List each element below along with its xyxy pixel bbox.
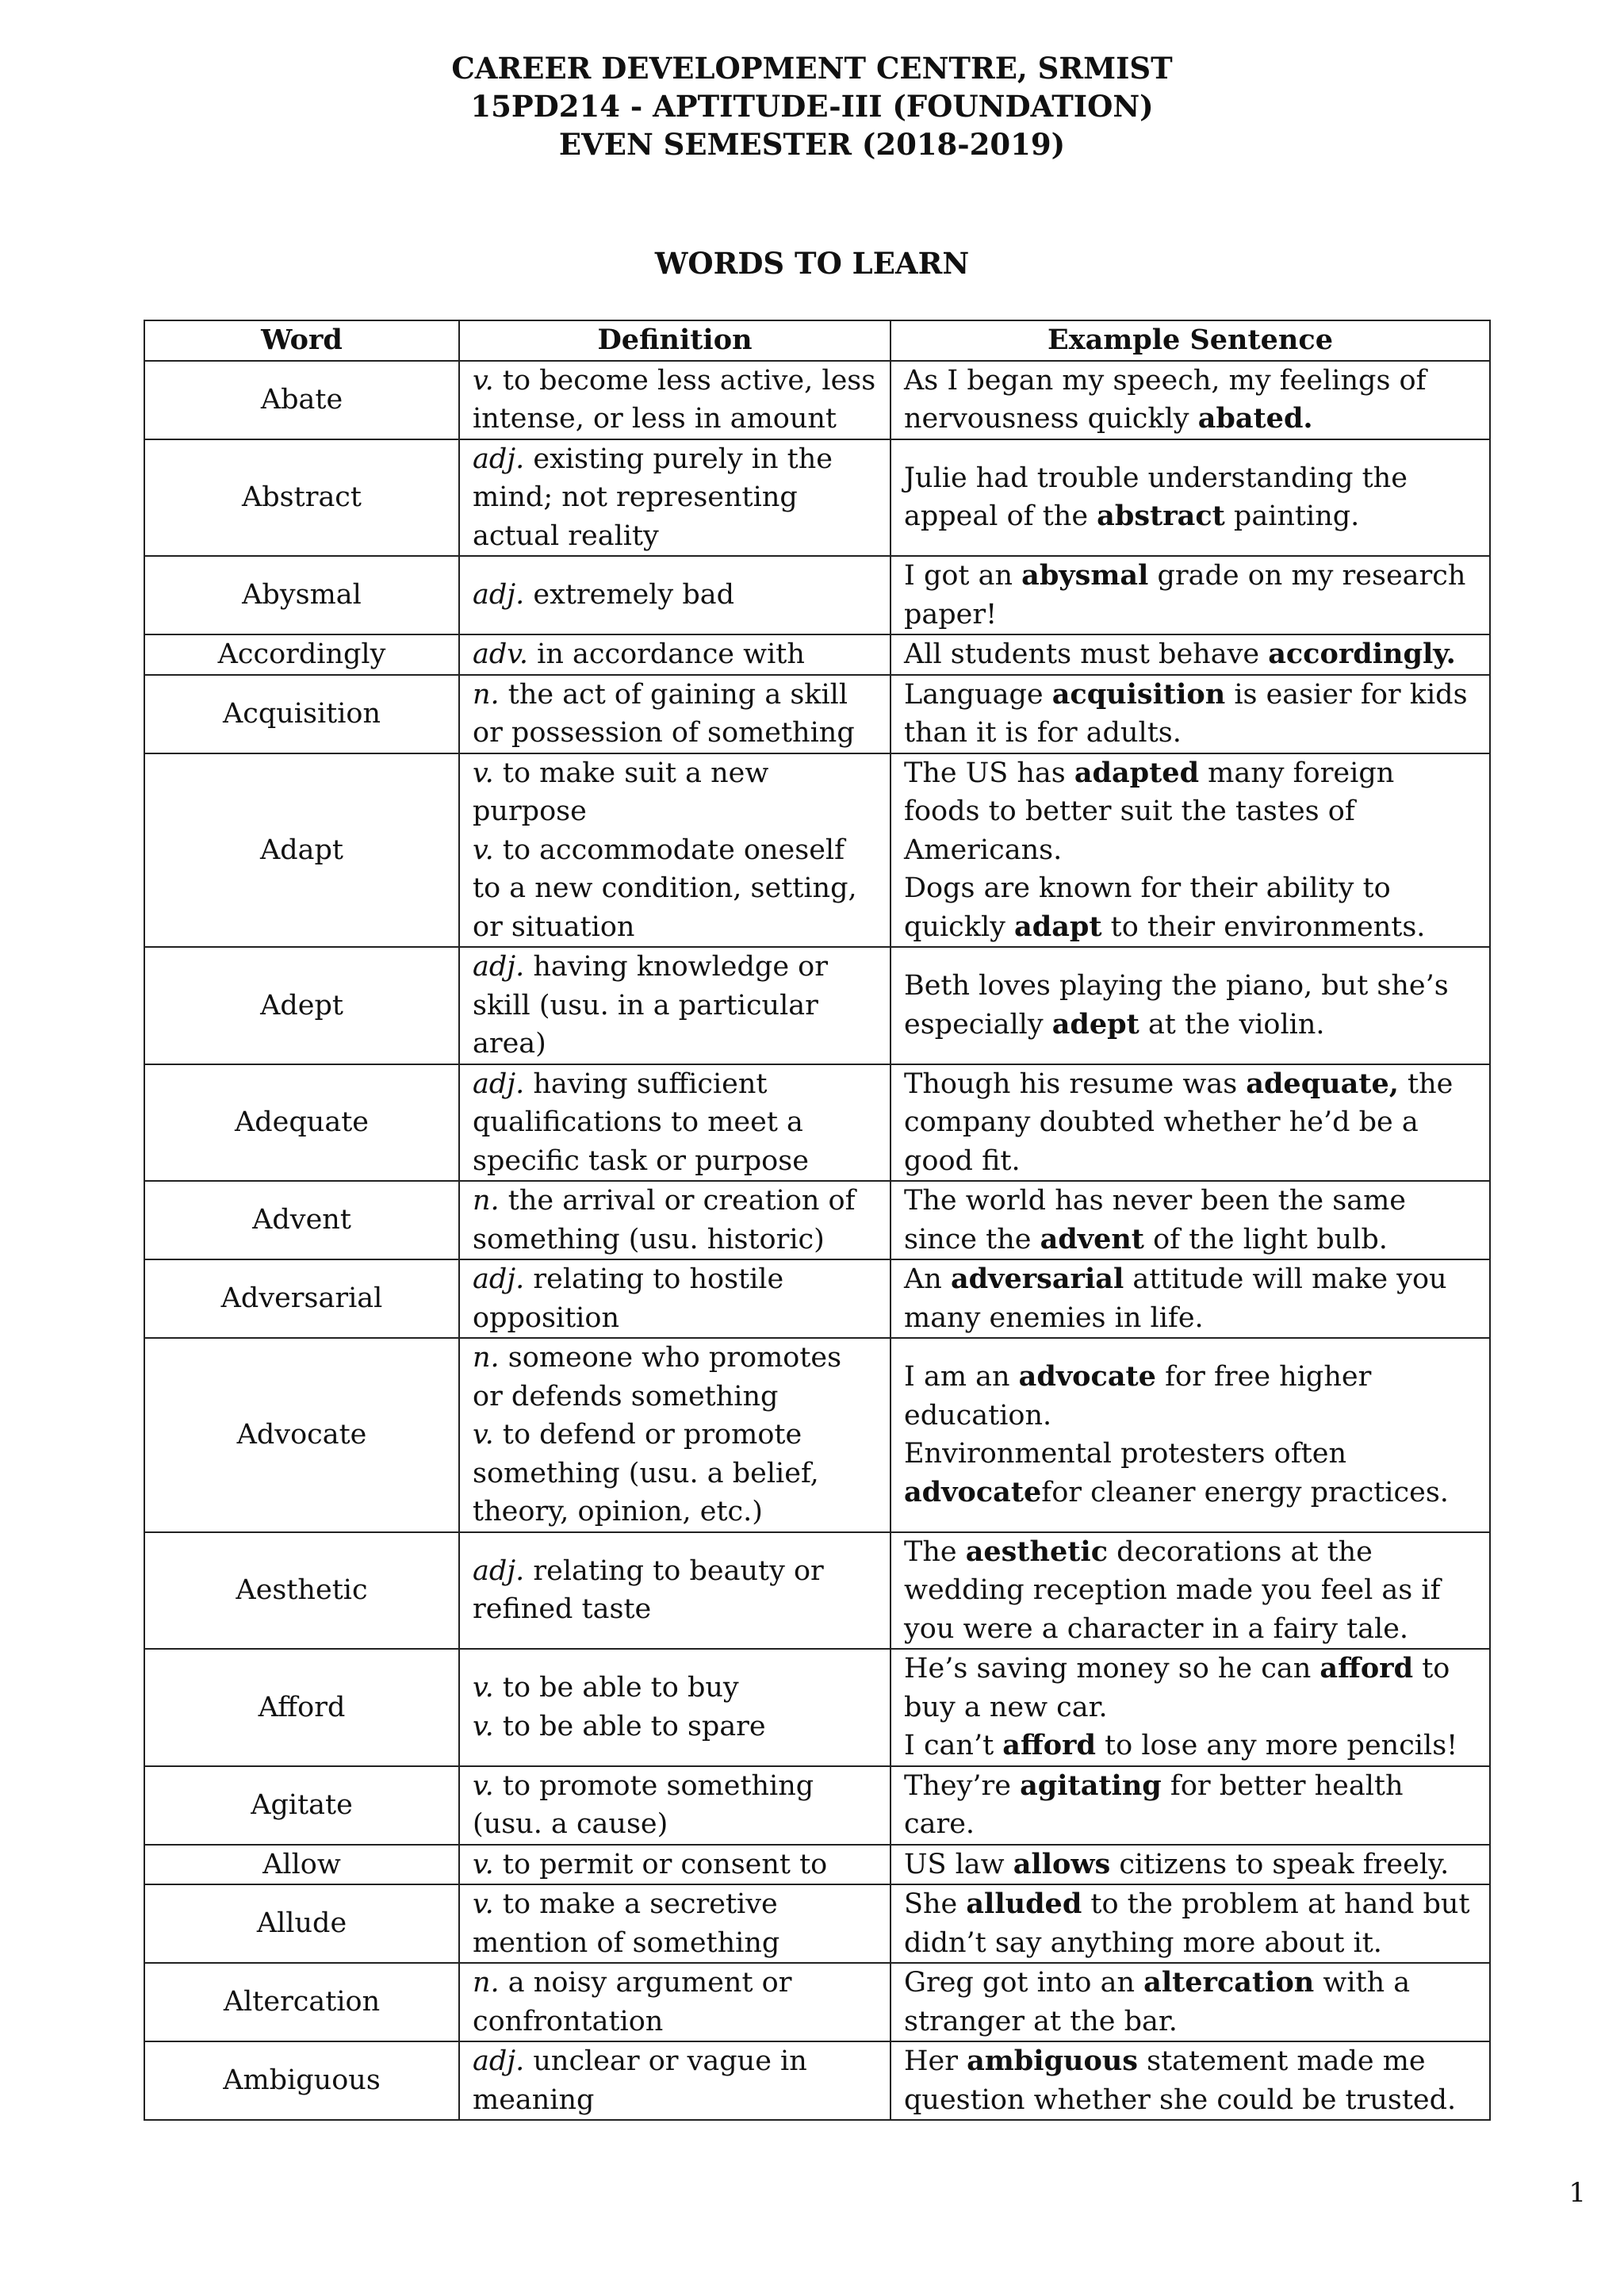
highlighted-word: abysmal (1021, 559, 1149, 592)
definition-text: to make suit a new purpose (473, 757, 769, 827)
definition-line (473, 1767, 877, 1844)
example-text: for free higher education. (904, 1361, 1372, 1432)
definition-text: having sufficient qualifications to meet a specific task or purpose (473, 1068, 809, 1177)
table-row (144, 1338, 1490, 1532)
example-text: of the light bulb. (1143, 1223, 1388, 1255)
definition-text: to be able to spare (493, 1710, 766, 1742)
definition-text: to promote something (usu. a cause) (473, 1769, 814, 1840)
definition-text: the act of gaining a skill or possession of something (473, 678, 855, 749)
table-row (144, 1884, 1490, 1963)
example-text: Julie had trouble understanding the appeal of the (904, 462, 1408, 533)
header-line-semester: EVEN SEMESTER (2018-2019) (558, 127, 1066, 162)
example-text: at the violin. (1139, 1008, 1325, 1041)
example-text: Though his resume was (904, 1068, 1247, 1100)
example-text: Her (904, 2045, 967, 2077)
example-text: citizens to speak freely. (1110, 1848, 1450, 1880)
table-row (144, 1845, 1490, 1885)
example-cell (891, 1181, 1490, 1259)
example-cell (891, 1766, 1490, 1845)
word-cell: Abysmal (144, 556, 459, 634)
highlighted-word: ambiguous (967, 2045, 1138, 2077)
example-cell (891, 439, 1490, 557)
example-text: for better health care. (904, 1769, 1404, 1840)
definition-text: existing purely in the mind; not representing actual reality (473, 443, 833, 552)
example-cell (891, 1845, 1490, 1885)
table-row (144, 439, 1490, 557)
example-sentence (904, 1533, 1477, 1649)
definition-cell (459, 1845, 891, 1885)
definition-line (473, 1416, 877, 1531)
example-sentence (904, 1358, 1477, 1435)
highlighted-word: agitating (1020, 1769, 1162, 1802)
definition-cell (459, 675, 891, 753)
example-cell (891, 2041, 1490, 2120)
example-text: The world has never been the same since the (904, 1185, 1406, 1255)
table-row (144, 753, 1490, 948)
example-sentence (904, 869, 1477, 946)
definition-line (473, 1669, 877, 1708)
example-cell (891, 753, 1490, 948)
column-header-word: Word (144, 320, 459, 361)
definition-line (473, 1964, 877, 2041)
word-cell: Abate (144, 361, 459, 439)
example-sentence (904, 967, 1477, 1044)
definition-line (473, 1182, 877, 1259)
highlighted-word: advocate (904, 1475, 1042, 1508)
example-text: grade on my research paper! (904, 560, 1466, 631)
definition-text: the arrival or creation of something (usu. historic) (473, 1185, 856, 1255)
definition-line (473, 440, 877, 556)
part-of-speech: adj. (473, 2045, 525, 2077)
column-header-definition: Definition (459, 320, 891, 361)
definition-text: to defend or promote something (usu. a belief, theory, opinion, etc.) (473, 1419, 819, 1527)
example-text: decorations at the wedding reception made you feel as if you were a character in a fairy tale. (904, 1535, 1441, 1645)
example-sentence (904, 459, 1477, 536)
definition-text: to be able to buy (493, 1672, 739, 1704)
definition-cell (459, 439, 891, 557)
table-row (144, 634, 1490, 675)
definition-cell (459, 947, 891, 1064)
example-text: with a stranger at the bar. (904, 1967, 1411, 2037)
part-of-speech: v. (473, 1848, 494, 1880)
table-row (144, 361, 1490, 439)
example-text: The US has (904, 757, 1074, 789)
highlighted-word: adequate, (1246, 1067, 1399, 1100)
definition-line (473, 1708, 877, 1746)
definition-text: unclear or vague in meaning (473, 2045, 807, 2116)
definition-cell (459, 1181, 891, 1259)
part-of-speech: v. (473, 364, 494, 397)
definition-cell (459, 1649, 891, 1766)
table-row (144, 1963, 1490, 2041)
word-cell: Advent (144, 1181, 459, 1259)
word-cell: Adequate (144, 1064, 459, 1182)
example-cell (891, 1532, 1490, 1650)
definition-cell (459, 1338, 891, 1532)
table-row (144, 675, 1490, 753)
example-cell (891, 1963, 1490, 2041)
definition-text: someone who promotes or defends something (473, 1342, 842, 1412)
example-sentence (904, 1435, 1477, 1512)
highlighted-word: altercation (1143, 1966, 1315, 1999)
definition-cell (459, 1884, 891, 1963)
column-header-example: Example Sentence (891, 320, 1490, 361)
part-of-speech: adj. (473, 1068, 525, 1100)
highlighted-word: adapt (1014, 910, 1102, 943)
definition-text: to make a secretive mention of something (473, 1888, 780, 1959)
definition-text: to permit or consent to (493, 1848, 828, 1880)
example-sentence (904, 635, 1477, 674)
definition-text: extremely bad (524, 579, 735, 611)
highlighted-word: advocate (1018, 1360, 1156, 1393)
part-of-speech: v. (473, 1419, 494, 1451)
example-sentence (904, 1182, 1477, 1259)
definition-text: relating to hostile opposition (473, 1263, 784, 1334)
example-cell (891, 1884, 1490, 1963)
definition-text: in accordance with (528, 638, 805, 670)
definition-text: having knowledge or skill (usu. in a particular area) (473, 951, 828, 1060)
definition-line (473, 676, 877, 753)
example-cell (891, 1064, 1490, 1182)
word-cell: Advocate (144, 1338, 459, 1532)
part-of-speech: adj. (473, 579, 525, 611)
definition-cell (459, 634, 891, 675)
definition-cell (459, 1766, 891, 1845)
word-cell: Aesthetic (144, 1532, 459, 1650)
part-of-speech: n. (473, 678, 500, 711)
part-of-speech: v. (473, 757, 494, 789)
example-cell (891, 556, 1490, 634)
example-text: I can’t (904, 1730, 1003, 1761)
table-header-row (144, 320, 1490, 361)
section-title: WORDS TO LEARN (654, 246, 970, 281)
example-sentence (904, 1727, 1477, 1765)
document-header (0, 49, 1624, 163)
example-sentence (904, 1767, 1477, 1844)
header-line-course: 15PD214 - APTITUDE-III (FOUNDATION) (470, 89, 1154, 124)
highlighted-word: afford (1320, 1652, 1414, 1685)
table-row (144, 947, 1490, 1064)
definition-text: relating to beauty or refined taste (473, 1554, 824, 1626)
example-sentence (904, 2042, 1477, 2119)
table-row (144, 2041, 1490, 2120)
definition-line (473, 831, 877, 947)
word-cell: Adversarial (144, 1259, 459, 1338)
example-text: All students must behave (904, 638, 1269, 670)
example-text: many foreign foods to better suit the tastes of Americans. (904, 757, 1395, 866)
example-sentence (904, 754, 1477, 870)
example-text: US law (904, 1848, 1013, 1880)
part-of-speech: adj. (473, 951, 525, 983)
word-cell: Agitate (144, 1766, 459, 1845)
definition-text: to accommodate oneself to a new condition, setting, or situation (473, 834, 857, 943)
example-cell (891, 1649, 1490, 1766)
example-text: attitude will make you many enemies in life. (904, 1263, 1447, 1334)
example-cell (891, 1338, 1490, 1532)
vocabulary-table (144, 320, 1491, 2121)
table-row (144, 1766, 1490, 1845)
definition-line (473, 576, 877, 615)
highlighted-word: acquisition (1051, 677, 1226, 711)
example-text: She (904, 1888, 967, 1920)
definition-line (473, 948, 877, 1064)
example-sentence (904, 676, 1477, 753)
part-of-speech: v. (473, 1710, 494, 1742)
table-row (144, 1259, 1490, 1338)
example-text: They’re (904, 1769, 1021, 1802)
highlighted-word: adept (1051, 1007, 1139, 1041)
part-of-speech: adv. (473, 638, 529, 670)
example-text: As I began my speech, my feelings of nervousness quickly (904, 364, 1427, 435)
part-of-speech: adj. (473, 1554, 525, 1587)
word-cell: Acquisition (144, 675, 459, 753)
definition-text: a noisy argument or confrontation (473, 1967, 792, 2037)
highlighted-word: aesthetic (965, 1535, 1109, 1568)
highlighted-word: alluded (966, 1888, 1082, 1920)
definition-cell (459, 1532, 891, 1650)
part-of-speech: v. (473, 1672, 494, 1704)
part-of-speech: adj. (473, 1263, 525, 1295)
example-sentence (904, 1065, 1477, 1181)
definition-line (473, 1885, 877, 1962)
table-row (144, 1181, 1490, 1259)
example-sentence (904, 1846, 1477, 1884)
definition-cell (459, 1064, 891, 1182)
example-text: to buy a new car. (904, 1653, 1450, 1723)
example-sentence (904, 1650, 1477, 1727)
example-text: for cleaner energy practices. (1041, 1476, 1449, 1508)
word-cell: Allude (144, 1884, 459, 1963)
word-cell: Adapt (144, 753, 459, 948)
example-text: to their environments. (1101, 910, 1426, 943)
word-cell: Altercation (144, 1963, 459, 2041)
example-text: is easier for kids than it is for adults. (904, 678, 1468, 749)
part-of-speech: n. (473, 1967, 500, 1999)
example-text: to the problem at hand but didn’t say anything more about it. (904, 1888, 1470, 1959)
example-text: statement made me question whether she could be trusted. (904, 2045, 1457, 2116)
definition-cell (459, 753, 891, 948)
example-text: the company doubted whether he’d be a good fit. (904, 1068, 1454, 1177)
definition-cell (459, 361, 891, 439)
definition-line (473, 635, 877, 674)
part-of-speech: n. (473, 1185, 500, 1217)
table-row (144, 1649, 1490, 1766)
example-text: Beth loves playing the piano, but she’s especially (904, 970, 1449, 1041)
example-text: The (904, 1535, 966, 1568)
example-text: He’s saving money so he can (904, 1653, 1320, 1685)
example-text: painting. (1224, 500, 1360, 533)
example-cell (891, 361, 1490, 439)
example-cell (891, 947, 1490, 1064)
example-cell (891, 675, 1490, 753)
header-line-institution: CAREER DEVELOPMENT CENTRE, SRMIST (451, 51, 1173, 86)
example-cell (891, 1259, 1490, 1338)
word-cell: Ambiguous (144, 2041, 459, 2120)
example-text: to lose any more pencils! (1095, 1730, 1458, 1761)
word-cell: Afford (144, 1649, 459, 1766)
highlighted-word: advent (1040, 1222, 1144, 1255)
example-text: Environmental protesters often (904, 1438, 1346, 1470)
example-text: I got an (904, 560, 1022, 592)
highlighted-word: adversarial (950, 1263, 1124, 1295)
definition-line (473, 1260, 877, 1337)
example-text: I am an (904, 1361, 1019, 1393)
definition-line (473, 1846, 877, 1884)
definition-line (473, 362, 877, 439)
definition-cell (459, 1963, 891, 2041)
example-text: Language (904, 678, 1052, 711)
example-text: An (904, 1263, 951, 1295)
table-body (144, 361, 1490, 2121)
highlighted-word: afford (1002, 1729, 1096, 1761)
part-of-speech: v. (473, 1888, 494, 1920)
table-row (144, 1532, 1490, 1650)
example-sentence (904, 1260, 1477, 1337)
definition-line (473, 1065, 877, 1181)
highlighted-word: abated. (1197, 402, 1313, 435)
example-cell (891, 634, 1490, 675)
table-row (144, 556, 1490, 634)
definition-cell (459, 1259, 891, 1338)
highlighted-word: adapted (1074, 756, 1200, 789)
part-of-speech: n. (473, 1342, 500, 1374)
definition-text: to become less active, less intense, or less in amount (473, 364, 876, 435)
example-sentence (904, 1964, 1477, 2041)
highlighted-word: abstract (1097, 500, 1225, 533)
word-cell: Allow (144, 1845, 459, 1885)
definition-line (473, 2042, 877, 2119)
highlighted-word: allows (1013, 1847, 1111, 1880)
example-text: Dogs are known for their ability to quickly (904, 872, 1391, 943)
part-of-speech: v. (473, 1769, 494, 1802)
part-of-speech: v. (473, 834, 494, 866)
word-cell: Accordingly (144, 634, 459, 675)
definition-cell (459, 2041, 891, 2120)
word-cell: Abstract (144, 439, 459, 557)
definition-line (473, 1339, 877, 1416)
table-row (144, 1064, 1490, 1182)
definition-line (473, 754, 877, 831)
page-number: 1 (1568, 2177, 1586, 2209)
part-of-speech: adj. (473, 443, 525, 475)
highlighted-word: accordingly. (1268, 638, 1456, 670)
example-text: Greg got into an (904, 1967, 1144, 1999)
example-sentence (904, 362, 1477, 439)
example-sentence (904, 557, 1477, 634)
definition-cell (459, 556, 891, 634)
word-cell: Adept (144, 947, 459, 1064)
definition-line (473, 1552, 877, 1629)
example-sentence (904, 1885, 1477, 1962)
